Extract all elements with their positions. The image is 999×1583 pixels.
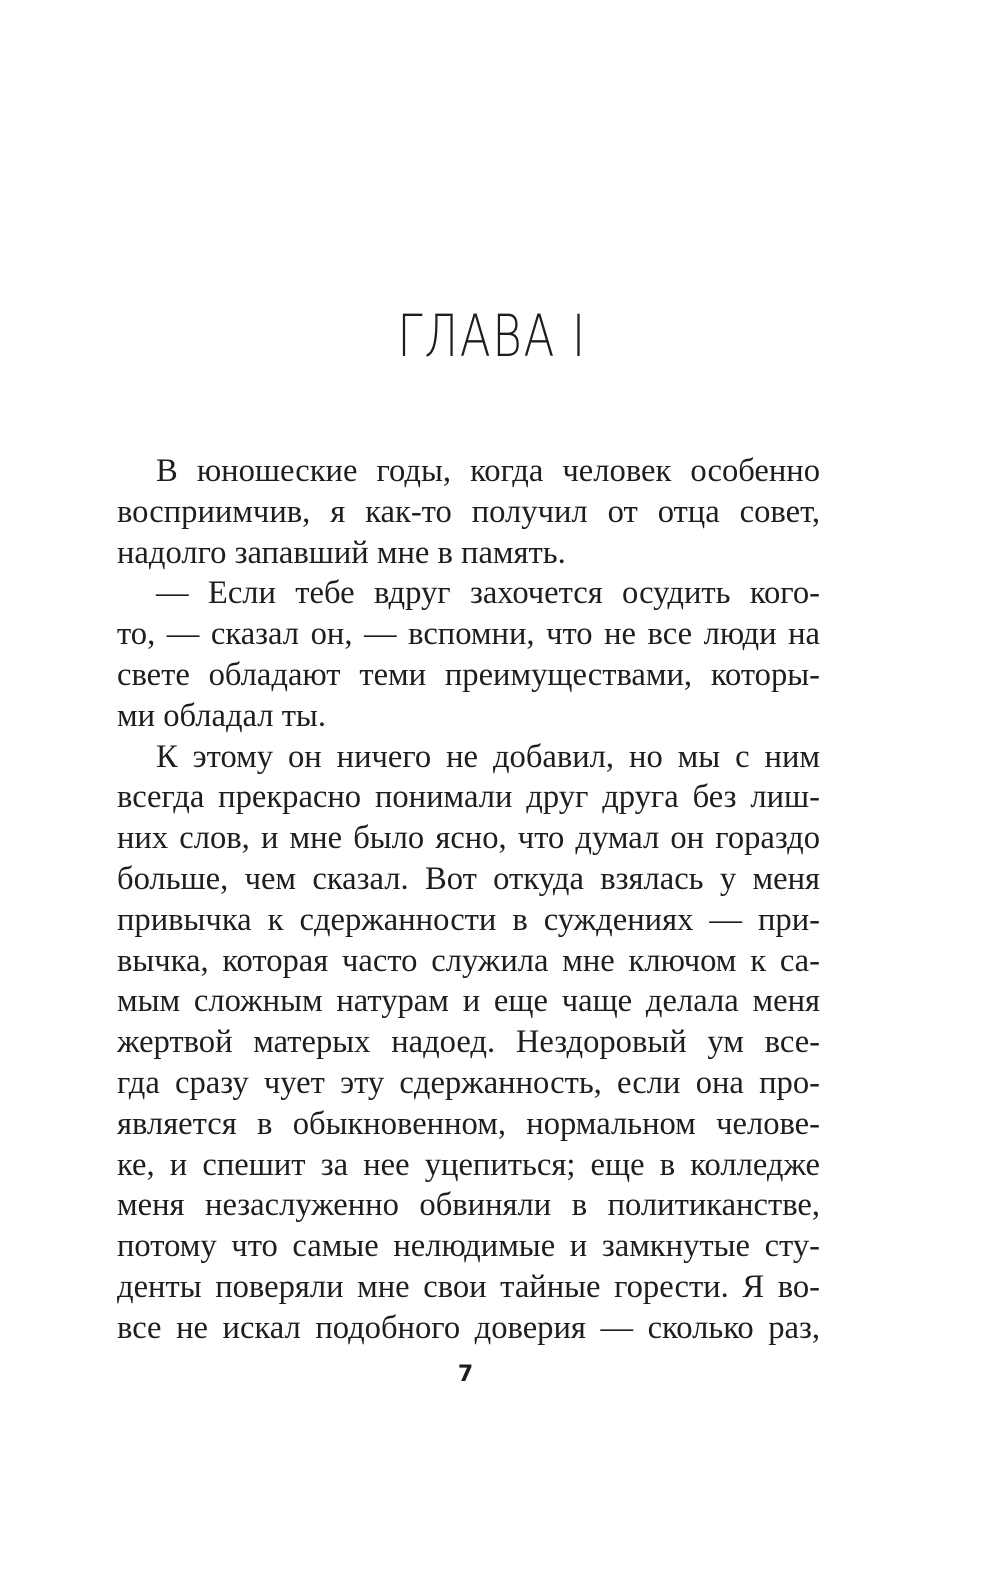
body-text bbox=[117, 451, 820, 1349]
text-line: привычка к сдержанности в суждениях — при- bbox=[117, 901, 820, 938]
text-line: В юношеские годы, когда человек особенно bbox=[156, 453, 820, 489]
page-number: 7 bbox=[457, 1362, 474, 1387]
chapter-title: ГЛАВА I bbox=[397, 302, 587, 370]
text-line: восприимчив, я как-то получил от отца совет, bbox=[117, 493, 820, 530]
text-line: — Если тебе вдруг захочется осудить кого- bbox=[156, 575, 820, 612]
text-line: всегда прекрасно понимали друг друга без лиш- bbox=[117, 779, 820, 816]
text-line: больше, чем сказал. Вот откуда взялась у меня bbox=[117, 860, 820, 897]
text-line: вычка, которая часто служила мне ключом к са- bbox=[117, 942, 820, 979]
text-line: надолго запавший мне в память. bbox=[117, 534, 566, 571]
text-line: ми обладал ты. bbox=[117, 697, 326, 734]
text-line: меня незаслуженно обвиняли в политиканстве, bbox=[117, 1187, 820, 1224]
text-line: К этому он ничего не добавил, но мы с ним bbox=[156, 738, 820, 775]
text-line: свете обладают теми преимуществами, которы- bbox=[117, 656, 820, 693]
text-line: гда сразу чует эту сдержанность, если она про- bbox=[117, 1064, 820, 1101]
text-line: них слов, и мне было ясно, что думал он гораздо bbox=[117, 820, 820, 857]
text-line: то, — сказал он, — вспомни, что не все люди на bbox=[117, 616, 820, 653]
text-line: потому что самые нелюдимые и замкнутые сту- bbox=[117, 1228, 820, 1265]
text-line: денты поверяли мне свои тайные горести. Я во- bbox=[117, 1268, 820, 1305]
text-line: жертвой матерых надоед. Нездоровый ум все- bbox=[117, 1024, 820, 1061]
text-line: все не искал подобного доверия — сколько раз, bbox=[117, 1309, 820, 1346]
text-line: является в обыкновенном, нормальном челове- bbox=[117, 1105, 820, 1142]
text-line: мым сложным натурам и еще чаще делала меня bbox=[117, 983, 820, 1020]
text-line: ке, и спешит за нее уцепиться; еще в колледже bbox=[117, 1146, 820, 1183]
